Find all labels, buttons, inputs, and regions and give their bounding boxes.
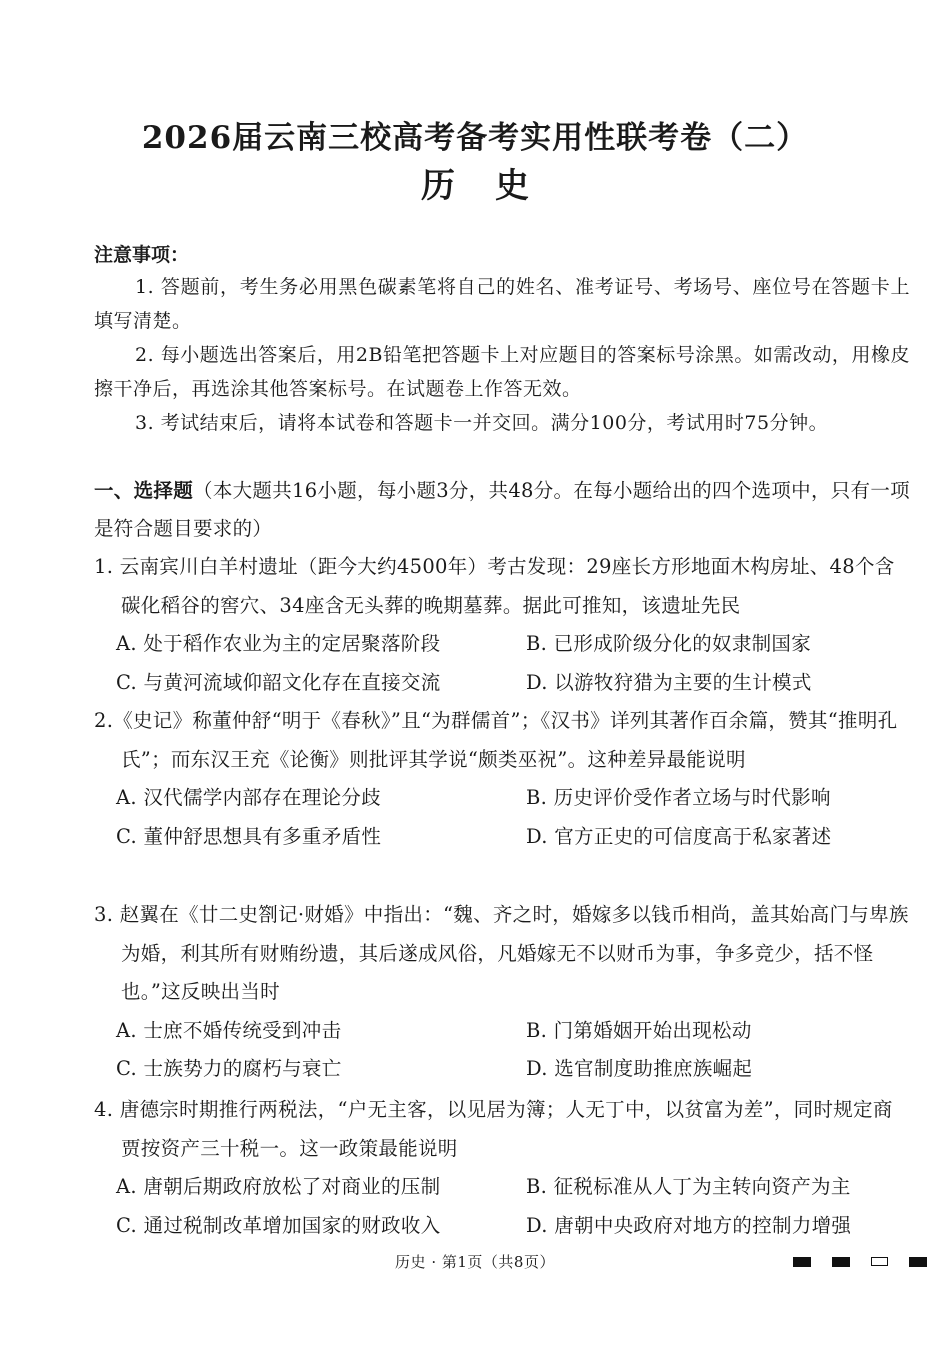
option-d[interactable]: D. 选官制度助推庶族崛起 <box>526 1057 753 1080</box>
option-c[interactable]: C. 董仲舒思想具有多重矛盾性 <box>116 824 382 848</box>
question-stem: 1. 云南宾川白羊村遗址（距今大约4500年）考古发现：29座长方形地面木构房址、48个含碳化稻谷的窖穴、34座含无头葬的晚期墓葬。据此可推知，该遗址先民 <box>94 555 895 617</box>
hollow-mark <box>871 1257 888 1266</box>
option-b[interactable]: B. 已形成阶级分化的奴隶制国家 <box>526 632 812 655</box>
page-footer: 历史 · 第1页（共8页） <box>395 1253 555 1271</box>
option-c[interactable]: C. 士族势力的腐朽与衰亡 <box>116 1057 342 1080</box>
option-a[interactable]: A. 处于稻作农业为主的定居聚落阶段 <box>116 632 441 655</box>
option-c[interactable]: C. 通过税制改革增加国家的财政收入 <box>116 1213 441 1237</box>
option-d[interactable]: D. 唐朝中央政府对地方的控制力增强 <box>526 1213 852 1237</box>
question-stem: 3. 赵翼在《廿二史劄记·财婚》中指出：“魏、齐之时，婚嫁多以钱币相尚，盖其始高门与卑族为婚，利其所有财贿纷遗，其后遂成风俗，凡婚嫁无不以财币为事，争多竞少，括不怪也。”这反映出当时 <box>94 903 909 1003</box>
option-c[interactable]: C. 与黄河流域仰韶文化存在直接交流 <box>116 670 441 694</box>
question-options <box>94 779 910 856</box>
question-1 <box>94 548 910 702</box>
question-stem: 2.《史记》称董仲舒“明于《春秋》”且“为群儒首”；《汉书》详列其著作百余篇，赞其“推明孔氏”；而东汉王充《论衡》则批评其学说“颇类巫祝”。这种差异最能说明 <box>94 709 898 771</box>
option-b[interactable]: B. 历史评价受作者立场与时代影响 <box>526 786 831 809</box>
notice-item-3: 3. 考试结束后，请将本试卷和答题卡一并交回。满分100分，考试用时75分钟。 <box>135 412 829 434</box>
option-a[interactable]: A. 汉代儒学内部存在理论分歧 <box>116 786 381 809</box>
filled-mark <box>909 1257 927 1267</box>
section-title: 一、选择题 <box>94 479 194 502</box>
question-options <box>94 1012 910 1089</box>
filled-mark <box>832 1257 850 1267</box>
option-a[interactable]: A. 唐朝后期政府放松了对商业的压制 <box>116 1175 441 1198</box>
question-4 <box>94 1091 910 1245</box>
notice-heading: 注意事项： <box>94 244 190 266</box>
option-b[interactable]: B. 征税标准从人丁为主转向资产为主 <box>526 1175 851 1198</box>
exam-subject: 历史 <box>421 166 569 206</box>
question-options <box>94 625 910 702</box>
question-2 <box>94 702 910 856</box>
question-options <box>94 1168 910 1245</box>
question-3 <box>94 896 910 1089</box>
exam-title: 2026届云南三校高考备考实用性联考卷（二） <box>141 120 809 156</box>
registration-marks <box>793 1257 927 1267</box>
section-header <box>94 472 910 548</box>
option-d[interactable]: D. 官方正史的可信度高于私家著述 <box>526 824 832 848</box>
section-description: （本大题共16小题，每小题3分，共48分。在每小题给出的四个选项中，只有一项是符合题目要求的） <box>94 479 910 540</box>
option-a[interactable]: A. 士庶不婚传统受到冲击 <box>116 1018 342 1042</box>
notice-item-1: 1. 答题前，考生务必用黑色碳素笔将自己的姓名、准考证号、考场号、座位号在答题卡上填写清楚。 <box>94 276 910 332</box>
filled-mark <box>793 1257 811 1267</box>
notice-item-2: 2. 每小题选出答案后，用2B铅笔把答题卡上对应题目的答案标号涂黑。如需改动，用橡皮擦干净后，再选涂其他答案标号。在试题卷上作答无效。 <box>94 344 910 400</box>
question-stem: 4. 唐德宗时期推行两税法，“户无主客，以见居为簿；人无丁中，以贫富为差”，同时规定商贾按资产三十税一。这一政策最能说明 <box>94 1098 893 1160</box>
option-b[interactable]: B. 门第婚姻开始出现松动 <box>526 1018 752 1042</box>
option-d[interactable]: D. 以游牧狩猎为主要的生计模式 <box>526 670 812 694</box>
